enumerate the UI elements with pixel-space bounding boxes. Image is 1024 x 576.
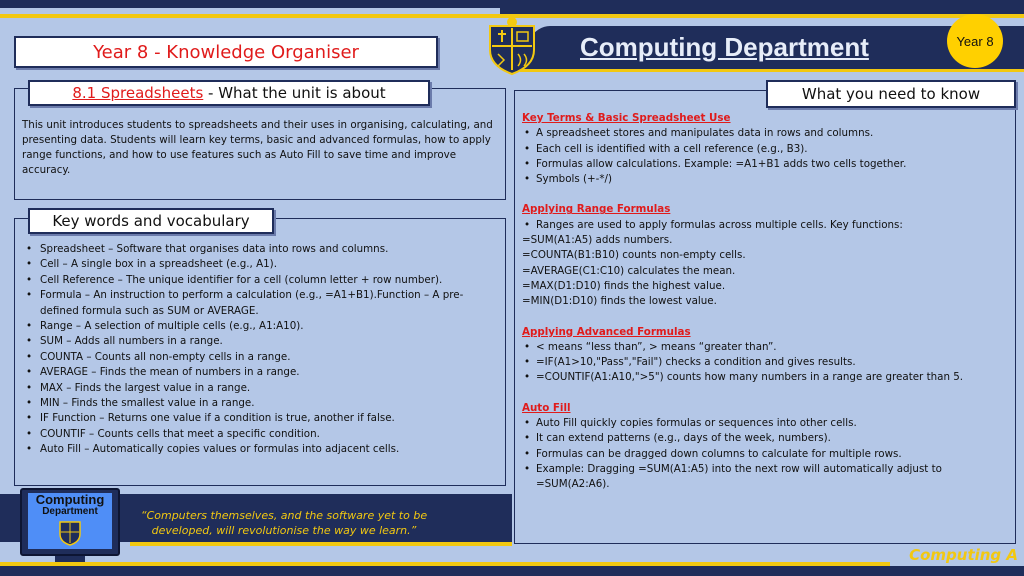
- advanced-title: Applying Advanced Formulas: [522, 325, 691, 338]
- formula-line: =MAX(D1:D10) finds the highest value.: [522, 279, 726, 292]
- know-content: [522, 111, 1010, 493]
- list-item: • Formula – An instruction to perform a calculation (e.g., =A1+B1).Function – A pre-defined formula such as SUM or AVERAGE.: [26, 288, 500, 319]
- footer-gold-bar: [130, 542, 512, 546]
- top-navy-bar: [0, 0, 1024, 8]
- list-item: • Example: Dragging =SUM(A1:A5) into the next row will automatically adjust to =SUM(A2:A6).: [522, 462, 1010, 493]
- list-item: • COUNTIF – Counts cells that meet a specific condition.: [26, 427, 500, 442]
- list-item: • Ranges are used to apply formulas across multiple cells. Key functions:: [522, 218, 1010, 233]
- autofill-list: [522, 416, 1010, 492]
- list-item: • Formulas can be dragged down columns to calculate for multiple rows.: [522, 447, 1010, 462]
- list-item: • Cell Reference – The unique identifier for a cell (column letter + row number).: [26, 273, 500, 288]
- about-header-label: - What the unit is about: [203, 84, 386, 102]
- list-item: • Range – A selection of multiple cells (e.g., A1:A10).: [26, 319, 500, 334]
- bottom-navy-strip: [0, 566, 1024, 576]
- year-badge: Year 8: [947, 14, 1003, 68]
- footer-tag: Computing A: [909, 546, 1018, 564]
- list-item: • Each cell is identified with a cell reference (e.g., B3).: [522, 142, 1010, 157]
- list-item: • SUM – Adds all numbers in a range.: [26, 334, 500, 349]
- school-crest-icon: [484, 16, 540, 76]
- mini-crest-icon: [58, 520, 82, 546]
- autofill-title: Auto Fill: [522, 401, 571, 414]
- page-title: Year 8 - Knowledge Organiser: [14, 36, 438, 68]
- department-title: Computing Department: [580, 32, 869, 62]
- formula-line: =MIN(D1:D10) finds the lowest value.: [522, 295, 717, 308]
- list-item: • It can extend patterns (e.g., days of the week, numbers).: [522, 431, 1010, 446]
- about-header: [28, 80, 430, 106]
- list-item: • MAX – Finds the largest value in a range.: [26, 381, 500, 396]
- list-item: • Formulas allow calculations. Example: =A1+B1 adds two cells together.: [522, 157, 1010, 172]
- formula-line: =SUM(A1:A5) adds numbers.: [522, 234, 673, 247]
- monitor-label-line2: Department: [42, 506, 98, 517]
- know-header: What you need to know: [766, 80, 1016, 108]
- basic-list: [522, 126, 1010, 187]
- list-item: • MIN – Finds the smallest value in a range.: [26, 396, 500, 411]
- footer-quote: “Computers themselves, and the software yet to be developed, will revolutionise the way we learn.”: [140, 509, 428, 537]
- list-item: • Auto Fill quickly copies formulas or sequences into other cells.: [522, 416, 1010, 431]
- vocab-header: Key words and vocabulary: [28, 208, 274, 234]
- list-item: • COUNTA – Counts all non-empty cells in a range.: [26, 350, 500, 365]
- monitor-stand: [55, 556, 85, 562]
- list-item: • AVERAGE – Finds the mean of numbers in a range.: [26, 365, 500, 380]
- list-item: • Symbols (+-*/): [522, 172, 1010, 187]
- basic-title: Key Terms & Basic Spreadsheet Use: [522, 112, 731, 124]
- formula-line: =COUNTA(B1:B10) counts non-empty cells.: [522, 249, 746, 262]
- list-item: • IF Function – Returns one value if a condition is true, another if false.: [26, 411, 500, 426]
- list-item: • =IF(A1>10,"Pass","Fail") checks a condition and gives results.: [522, 355, 1010, 370]
- unit-name: 8.1 Spreadsheets: [72, 84, 204, 102]
- monitor-label: [28, 494, 112, 518]
- advanced-list: [522, 340, 1010, 386]
- range-list: [522, 218, 1010, 233]
- range-title: Applying Range Formulas: [522, 203, 671, 216]
- monitor-label-line1: Computing: [35, 492, 105, 507]
- list-item: • < means “less than”, > means “greater than”.: [522, 340, 1010, 355]
- formula-line: =AVERAGE(C1:C10) calculates the mean.: [522, 264, 736, 277]
- list-item: • Auto Fill – Automatically copies values or formulas into adjacent cells.: [26, 442, 500, 457]
- vocab-list: [26, 242, 500, 458]
- about-text: This unit introduces students to spreadsheets and their uses in organising, calculating, and presenting data. Students will learn key terms, basic and advanced formulas, how to apply range functions, and how to use features such as Auto Fill to save time and improve accuracy.: [22, 119, 493, 176]
- list-item: • A spreadsheet stores and manipulates data in rows and columns.: [522, 126, 1010, 141]
- list-item: • Spreadsheet – Software that organises data into rows and columns.: [26, 242, 500, 257]
- list-item: • =COUNTIF(A1:A10,">5") counts how many numbers in a range are greater than 5.: [522, 370, 1010, 385]
- list-item: • Cell – A single box in a spreadsheet (e.g., A1).: [26, 257, 500, 272]
